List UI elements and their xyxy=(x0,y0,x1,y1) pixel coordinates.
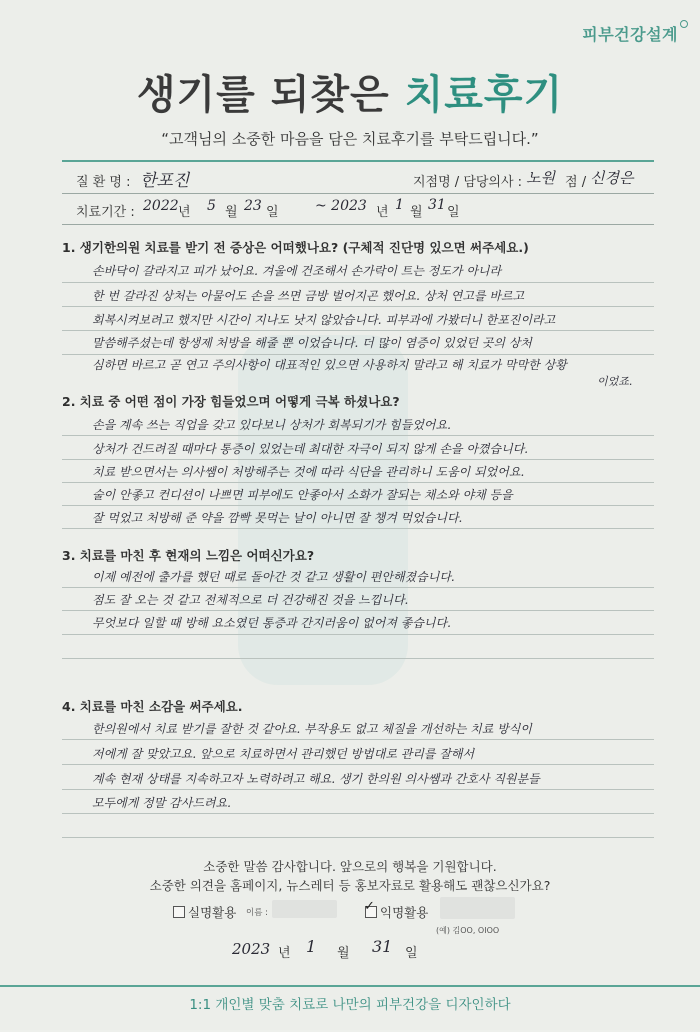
real-name-checkbox[interactable] xyxy=(173,906,185,918)
q1-answer-line: 심하면 바르고 곧 연고 주의사항이 대표적인 있으면 사용하지 말라고 해 치료가 막막한 상황 xyxy=(92,358,567,372)
ruled-line xyxy=(62,587,654,588)
sign-year-unit: 년 xyxy=(278,946,291,961)
end-year: ~ 2023 xyxy=(315,198,367,214)
q1-answer-line: 한 번 갈라진 상처는 아물어도 손을 쓰면 금방 벌어지곤 했어요. 상처 연고를 바르고 xyxy=(92,289,525,303)
sign-month-unit: 월 xyxy=(337,946,350,961)
real-name-option-label: 실명활용 xyxy=(188,905,237,920)
end-month-unit: 월 xyxy=(410,205,423,220)
question-3: 3. 치료를 마친 후 현재의 느낌은 어떠신가요? xyxy=(62,548,315,563)
q4-answer-line: 한의원에서 치료 받기를 잘한 것 같아요. 부작용도 없고 체질을 개선하는 치료 방식이 xyxy=(92,722,532,736)
end-year-unit: 년 xyxy=(376,205,389,220)
doctor-value: 신경은 xyxy=(590,169,634,187)
ruled-line xyxy=(62,837,654,838)
ruled-line xyxy=(62,813,654,814)
start-day-unit: 일 xyxy=(266,205,279,220)
anonymous-option-label: 익명활용 xyxy=(380,905,429,920)
ruled-line xyxy=(62,764,654,765)
sign-day: 31 xyxy=(372,937,393,956)
q3-answer-line: 무엇보다 일할 때 방해 요소였던 통증과 간지러움이 없어져 좋습니다. xyxy=(92,616,451,630)
page-title xyxy=(0,63,700,120)
sign-day-unit: 일 xyxy=(405,946,418,961)
info-top-border xyxy=(62,160,654,162)
question-1: 1. 생기한의원 치료를 받기 전 증상은 어떠했나요? (구체적 진단명 있으면 써주세요.) xyxy=(62,240,529,255)
end-day: 31 xyxy=(428,197,446,213)
end-day-unit: 일 xyxy=(447,205,460,220)
question-4: 4. 치료를 마친 소감을 써주세요. xyxy=(62,699,243,714)
consent-question: 소중한 의견을 홈페이지, 뉴스레터 등 홍보자료로 활용해도 괜찮으신가요? xyxy=(149,878,551,893)
ruled-line xyxy=(62,282,654,283)
start-month-unit: 월 xyxy=(225,205,238,220)
info-divider xyxy=(62,193,654,194)
q2-answer-line: 잘 먹었고 처방해 준 약을 깜빡 못먹는 날이 아니면 잘 챙겨 먹었습니다. xyxy=(92,511,463,525)
branch-unit: 점 / xyxy=(565,175,587,190)
end-month: 1 xyxy=(395,197,404,213)
q4-answer-line: 저에게 잘 맞았고요. 앞으로 치료하면서 관리했던 방법대로 관리를 잘해서 xyxy=(92,747,475,761)
disease-label: 질 환 명 : xyxy=(76,175,131,190)
branch-value: 노원 xyxy=(526,169,555,187)
info-bottom-border xyxy=(62,224,654,225)
q4-answer-line: 모두에게 정말 감사드려요. xyxy=(92,796,231,810)
start-year: 2022 xyxy=(143,198,179,214)
q1-answer-line: 말씀해주셨는데 항생제 처방을 해줄 뿐 이었습니다. 더 많이 염증이 있었던 곳의 상처 xyxy=(92,336,532,350)
start-day: 23 xyxy=(244,198,262,214)
q1-answer-line: 이었죠. xyxy=(597,375,633,388)
ruled-line xyxy=(62,435,654,436)
q4-answer-line: 계속 현재 상태를 지속하고자 노력하려고 해요. 생기 한의원 의사쌤과 간호사 직원분들 xyxy=(92,772,540,786)
q2-answer-line: 손을 계속 쓰는 직업을 갖고 있다보니 상처가 회복되기가 힘들었어요. xyxy=(92,418,451,432)
thanks-message: 소중한 말씀 감사합니다. 앞으로의 행복을 기원합니다. xyxy=(203,859,497,874)
branch-label: 지점명 / 담당의사 : xyxy=(413,175,523,190)
brand-text: 피부건강설계 xyxy=(582,25,678,44)
title-accent: 치료후기 xyxy=(404,72,564,118)
q2-answer-line: 술이 안좋고 컨디션이 나쁘면 피부에도 안좋아서 소화가 잘되는 채소와 야채 등을 xyxy=(92,488,513,502)
ruled-line xyxy=(62,330,654,331)
start-month: 5 xyxy=(207,198,216,214)
anonymous-name-field[interactable] xyxy=(440,897,515,919)
q1-answer-line: 회복시켜보려고 했지만 시간이 지나도 낫지 않았습니다. 피부과에 가봤더니 한포진이라고 xyxy=(92,313,556,327)
brand-logo xyxy=(582,22,678,45)
sign-year: 2023 xyxy=(232,940,271,958)
ruled-line xyxy=(62,482,654,483)
q2-answer-line: 치료 받으면서는 의사쌤이 처방해주는 것에 따라 식단을 관리하니 도움이 되었어요. xyxy=(92,465,525,479)
name-field[interactable] xyxy=(272,900,337,918)
disease-value: 한포진 xyxy=(140,171,190,191)
sign-month: 1 xyxy=(306,937,317,956)
ruled-line xyxy=(62,634,654,635)
q3-answer-line: 이제 예전에 출가를 했던 때로 돌아간 것 같고 생활이 편안해졌습니다. xyxy=(92,570,455,584)
ruled-line xyxy=(62,658,654,659)
ruled-line xyxy=(62,789,654,790)
period-label: 치료기간 : xyxy=(76,205,135,220)
ruled-line xyxy=(62,610,654,611)
q2-answer-line: 상처가 건드려질 때마다 통증이 있었는데 최대한 자극이 되지 않게 손을 아꼈습니다. xyxy=(92,442,529,456)
ruled-line xyxy=(62,306,654,307)
ruled-line xyxy=(62,505,654,506)
brand-circle-icon xyxy=(680,20,688,28)
ruled-line xyxy=(62,354,654,355)
example-hint: (예) 김OO, OIOO xyxy=(436,926,500,935)
q3-answer-line: 점도 잘 오는 것 같고 전체적으로 더 건강해진 것을 느낍니다. xyxy=(92,593,409,607)
check-mark-icon: ✓ xyxy=(364,899,375,914)
ruled-line xyxy=(62,528,654,529)
q1-answer-line: 손바닥이 갈라지고 피가 났어요. 겨울에 건조해서 손가락이 트는 정도가 아니라 xyxy=(92,264,502,278)
ruled-line xyxy=(62,459,654,460)
question-2: 2. 치료 중 어떤 점이 가장 힘들었으며 어떻게 극복 하셨나요? xyxy=(62,394,400,409)
ruled-line xyxy=(62,739,654,740)
page-subtitle: “고객님의 소중한 마음을 담은 치료후기를 부탁드립니다.” xyxy=(161,130,539,148)
start-year-unit: 년 xyxy=(178,205,191,220)
footer-slogan: 1:1 개인별 맞춤 치료로 나만의 피부건강을 디자인하다 xyxy=(189,997,511,1013)
name-field-label: 이름 : xyxy=(246,908,268,918)
title-main: 생기를 되찾은 xyxy=(136,72,405,118)
